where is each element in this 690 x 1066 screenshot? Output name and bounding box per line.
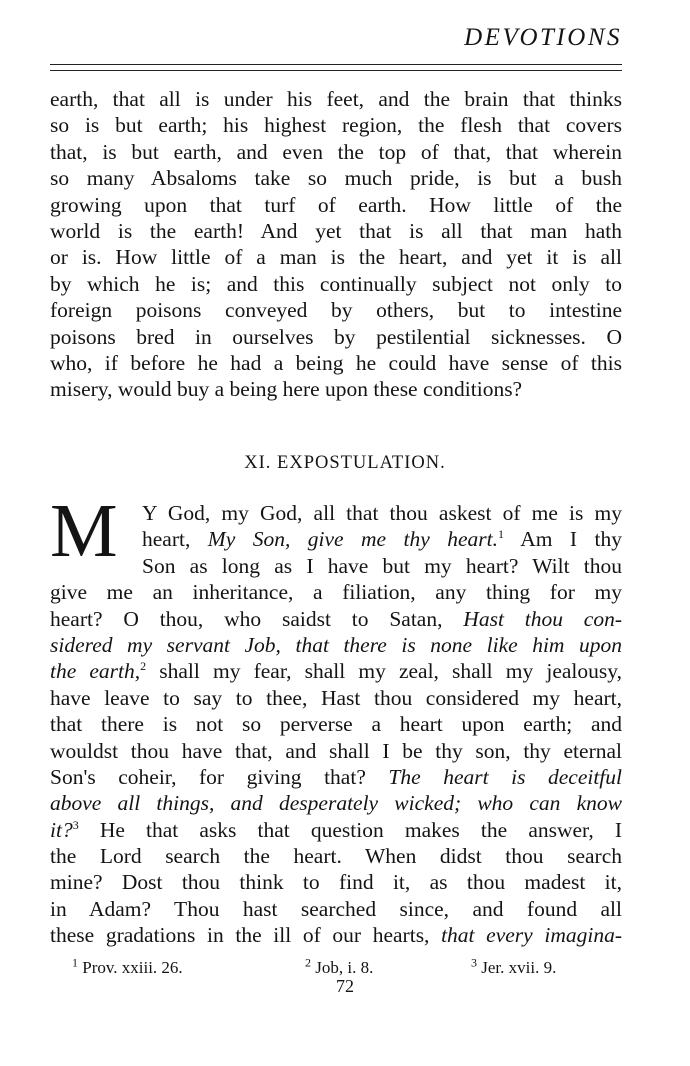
footnote-ref: 2: [140, 659, 147, 674]
drop-cap: M: [50, 489, 118, 573]
text-line: heart? O thou, who saidst to Satan, Hast thou con-: [50, 606, 622, 631]
scripture-quote: the earth,: [50, 659, 141, 684]
footnote-mark: 2: [305, 955, 311, 970]
text-line: [50, 632, 622, 658]
footnote-ref: 1: [497, 527, 504, 542]
text-line: [50, 790, 622, 816]
header-rule-bottom: [50, 70, 622, 71]
text-line: these gradations in the ill of our hearts, that every imagina-: [50, 923, 622, 948]
text-line: world is the earth! And yet that is all that man hath: [50, 218, 622, 243]
text-line: so is but earth; his highest region, the flesh that covers: [50, 113, 622, 138]
text-line: misery, would buy a being here upon these conditions?: [50, 377, 523, 402]
text-line: Son's coheir, for giving that? The heart is deceitful: [50, 764, 623, 789]
text-line: the Lord search the heart. When didst thou search: [50, 844, 622, 869]
scripture-quote: Hast thou con-: [463, 606, 622, 631]
text-line: so many Absaloms take so much pride, is but a bush: [50, 166, 622, 191]
scripture-quote: above all things, and desperately wicked; who can know: [50, 791, 622, 816]
text-line: or is. How little of a man is the heart, and yet it is all: [50, 245, 622, 270]
text-line: poisons bred in ourselves by pestilential sicknesses. O: [50, 324, 622, 349]
footnote: $^2$ Job, i. 8.: [305, 955, 374, 977]
text-line: in Adam? Thou hast searched since, and found all: [50, 896, 622, 921]
text-line: have leave to say to thee, Hast thou considered my heart,: [50, 685, 622, 710]
footnote: $^1$ Prov. xxiii. 26.: [72, 955, 183, 977]
running-head: DEVOTIONS: [464, 24, 622, 51]
text-line: the earth,$^2$ shall my fear, shall my zeal, shall my jealousy,: [50, 659, 623, 684]
footnote-mark: 3: [471, 955, 477, 970]
text-line: mine? Dost thou think to find it, as thou madest it,: [50, 870, 622, 895]
section-heading: XI. EXPOSTULATION.: [244, 453, 446, 473]
text-line: foreign poisons conveyed by others, but to intestine: [50, 298, 622, 323]
text-line: earth, that all is under his feet, and the brain that thinks: [50, 87, 622, 111]
scripture-quote: that every imagina-: [441, 923, 622, 948]
text-line: heart, My Son, give me thy heart.$^1$ Am I thy: [142, 527, 623, 552]
scripture-quote: sidered my servant Job, that there is none like him upon: [50, 632, 622, 657]
text-line: who, if before he had a being he could have sense of this: [50, 350, 622, 375]
text-line: it?$^3$ He that asks that question makes the answer, I: [50, 817, 622, 842]
text-line: give me an inheritance, a filiation, any thing for my: [50, 580, 622, 605]
text-line: wouldst thou have that, and shall I be thy son, thy eternal: [50, 738, 622, 763]
footnote-mark: 1: [72, 955, 78, 970]
scripture-quote: The heart is deceitful: [388, 764, 623, 789]
expostulation-paragraph: [50, 500, 622, 949]
text-line: that there is not so perverse a heart upon earth; and: [50, 712, 622, 737]
meditation-paragraph: [50, 86, 622, 403]
text-line: by which he is; and this continually subject not only to: [50, 271, 622, 296]
footnote: $^3$ Jer. xvii. 9.: [471, 955, 557, 977]
footnote-ref: 3: [72, 817, 79, 832]
scripture-quote: it?: [50, 817, 73, 842]
text-line: Y God, my God, all that thou askest of me is my: [142, 501, 622, 525]
text-line: growing upon that turf of earth. How little of the: [50, 192, 622, 217]
scripture-quote: My Son, give me thy heart.: [207, 527, 498, 552]
text-line: that, is but earth, and even the top of that, that wherein: [50, 139, 622, 164]
header-rule-top: [50, 64, 622, 65]
text-line: Son as long as I have but my heart? Wilt thou: [142, 553, 622, 578]
page-number: 72: [336, 976, 354, 996]
